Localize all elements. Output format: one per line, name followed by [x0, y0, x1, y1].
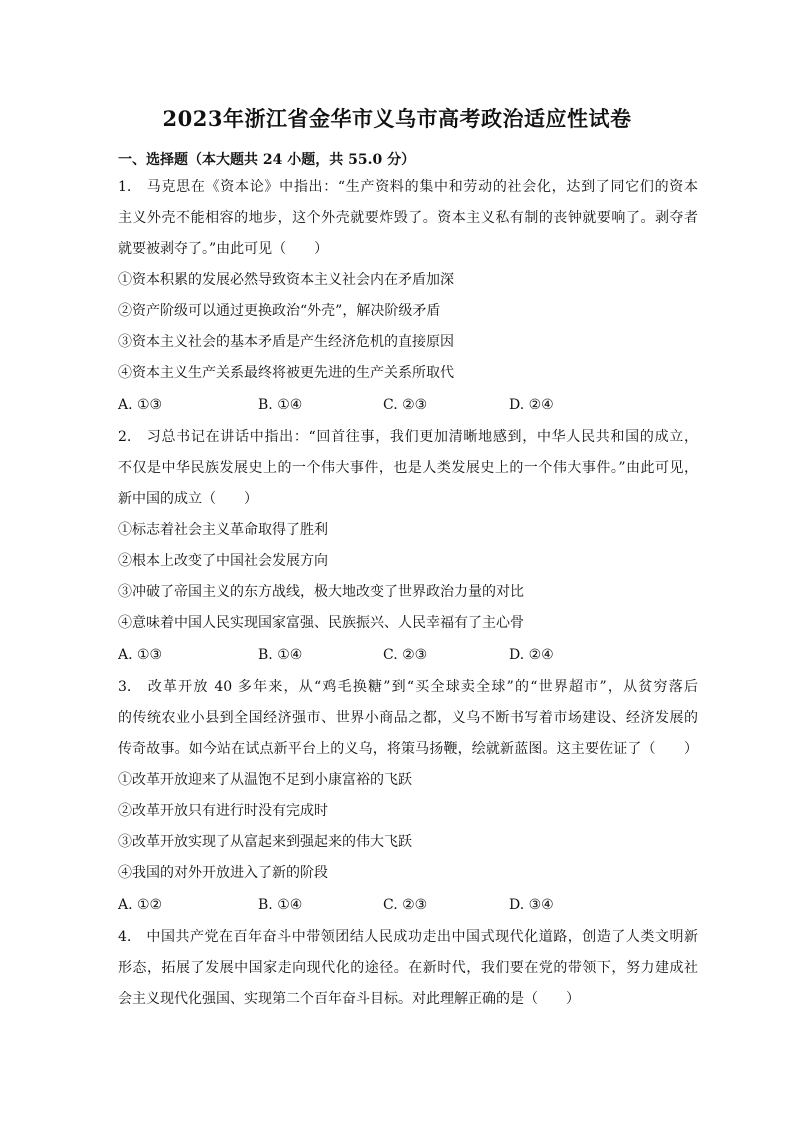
statement-item: ②资产阶级可以通过更换政治“外壳”，解决阶级矛盾 [118, 303, 441, 319]
option-a[interactable]: A. ①③ [118, 397, 163, 413]
answer-options [118, 647, 678, 665]
option-c[interactable]: C. ②③ [383, 897, 428, 913]
statement-item: ①标志着社会主义革命取得了胜利 [118, 522, 328, 538]
question-stem-line: 的传统农业小县到全国经济强市、世界小商品之都，义乌不断书写着市场建设、经济发展的 [118, 710, 698, 726]
option-b[interactable]: B. ①④ [258, 647, 303, 663]
section-heading: 一、选择题（本大题共 24 小题，共 55.0 分） [118, 152, 416, 168]
option-b[interactable]: B. ①④ [258, 397, 303, 413]
question-stem-line: 4. 中国共产党在百年奋斗中带领团结人民成功走出中国式现代化道路，创造了人类文明新 [118, 929, 698, 945]
statement-item: ③资本主义社会的基本矛盾是产生经济危机的直接原因 [118, 334, 454, 350]
statement-item: ④资本主义生产关系最终将被更先进的生产关系所取代 [118, 365, 454, 381]
option-a[interactable]: A. ①② [118, 897, 163, 913]
question-stem-line: 传奇故事。如今站在试点新平台上的义乌，将策马扬鞭，绘就新蓝图。这主要佐证了（ ） [118, 741, 698, 757]
statement-item: ①改革开放迎来了从温饱不足到小康富裕的飞跃 [118, 772, 412, 788]
option-d[interactable]: D. ②④ [509, 397, 554, 413]
question-stem-line: 2. 习总书记在讲话中指出：“回首往事，我们更加清晰地感到，中华人民共和国的成立， [118, 429, 698, 445]
question-stem-line: 会主义现代化强国、实现第二个百年奋斗目标。对此理解正确的是（ ） [118, 991, 580, 1007]
statement-item: ④意味着中国人民实现国家富强、民族振兴、人民幸福有了主心骨 [118, 615, 524, 631]
question-stem-line: 就要被剥夺了。”由此可见（ ） [118, 241, 329, 257]
question-stem-line: 主义外壳不能相容的地步，这个外壳就要炸毁了。资本主义私有制的丧钟就要响了。剥夺者 [118, 210, 698, 226]
option-d[interactable]: D. ③④ [509, 897, 554, 913]
question-stem-line: 1. 马克思在《资本论》中指出：“生产资料的集中和劳动的社会化，达到了同它们的资本 [118, 179, 698, 195]
question-stem-line: 3. 改革开放 40 多年来，从“鸡毛换糖”到“买全球卖全球”的“世界超市”，从贫穷落后 [118, 679, 698, 695]
exam-title: 2023年浙江省金华市义乌市高考政治适应性试卷 [162, 106, 632, 131]
option-c[interactable]: C. ②③ [383, 397, 428, 413]
option-b[interactable]: B. ①④ [258, 897, 303, 913]
option-c[interactable]: C. ②③ [383, 647, 428, 663]
statement-item: ②根本上改变了中国社会发展方向 [118, 553, 328, 569]
statement-item: ①资本积累的发展必然导致资本主义社会内在矛盾加深 [118, 272, 454, 288]
question-stem-line: 不仅是中华民族发展史上的一个伟大事件，也是人类发展史上的一个伟大事件。”由此可见， [118, 460, 698, 476]
option-a[interactable]: A. ①③ [118, 647, 163, 663]
statement-item: ④我国的对外开放进入了新的阶段 [118, 865, 328, 881]
statement-item: ③冲破了帝国主义的东方战线，极大地改变了世界政治力量的对比 [118, 584, 524, 600]
statement-item: ②改革开放只有进行时没有完成时 [118, 803, 328, 819]
option-d[interactable]: D. ②④ [509, 647, 554, 663]
answer-options [118, 897, 678, 915]
question-stem-line: 新中国的成立（ ） [118, 491, 258, 507]
question-stem-line: 形态，拓展了发展中国家走向现代化的途径。在新时代，我们要在党的带领下，努力建成社 [118, 960, 698, 976]
statement-item: ③改革开放实现了从富起来到强起来的伟大飞跃 [118, 834, 412, 850]
answer-options [118, 397, 678, 415]
